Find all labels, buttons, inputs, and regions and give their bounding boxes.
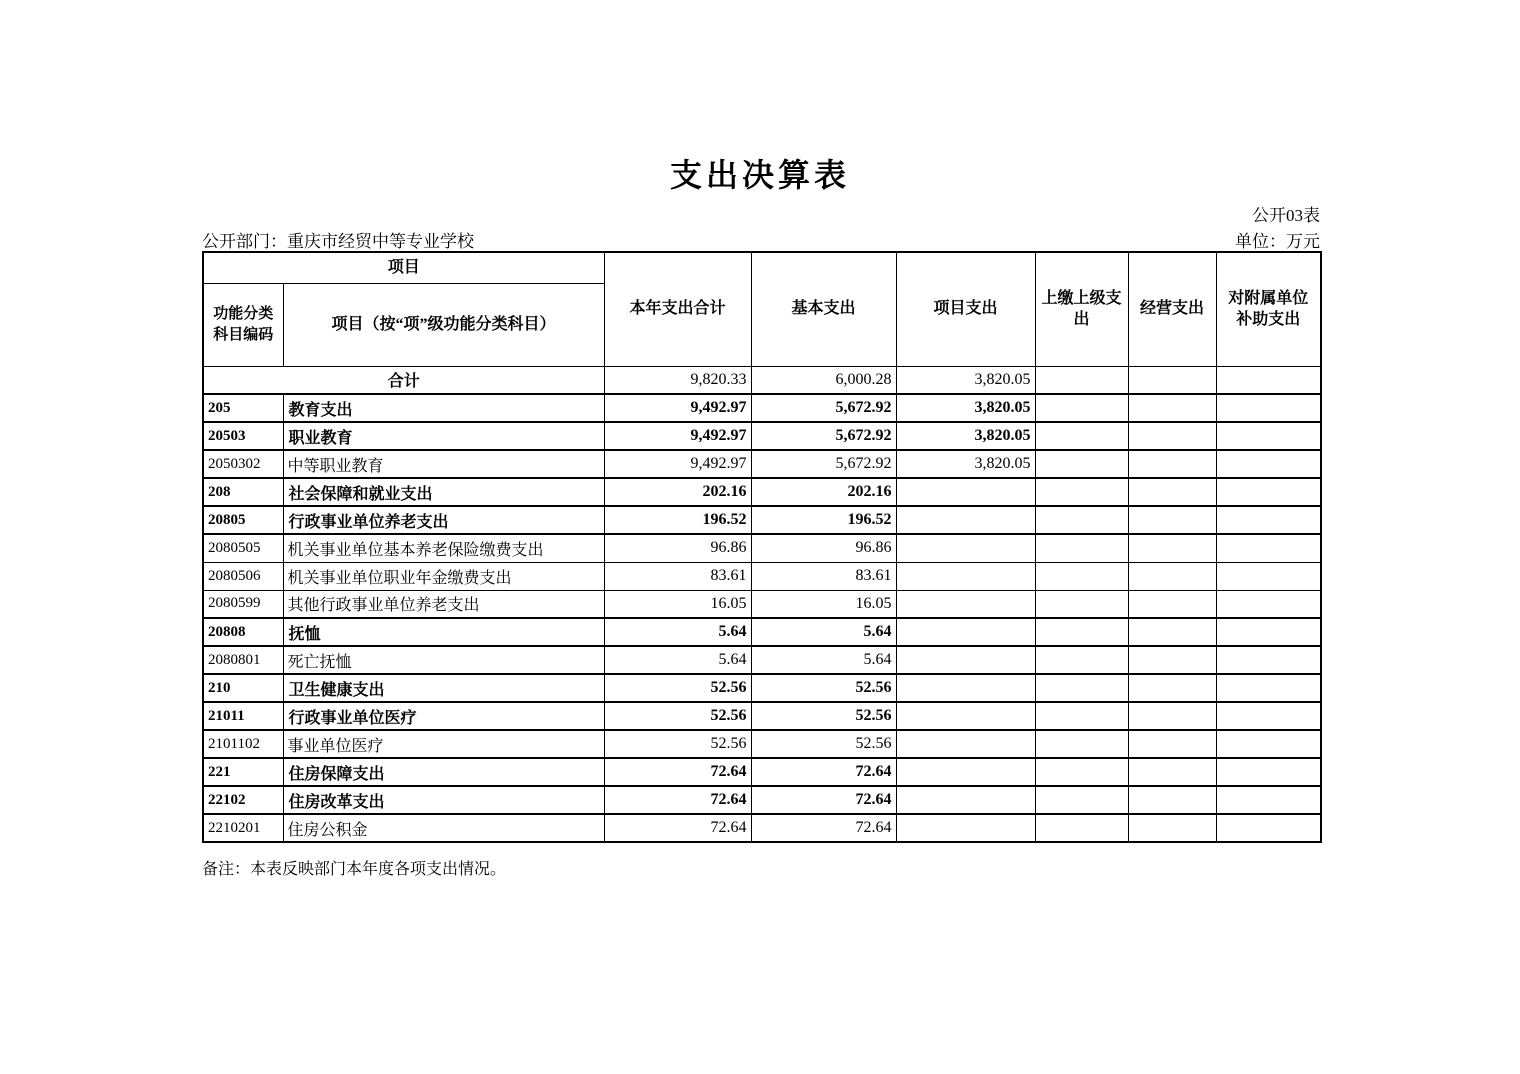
value-cell: 5,672.92 [751, 422, 896, 450]
table-row [203, 730, 1321, 758]
note-text: 备注：本表反映部门本年度各项支出情况。 [202, 861, 507, 878]
value-cell [896, 618, 1035, 646]
value-cell [896, 786, 1035, 814]
value-cell [1035, 422, 1128, 450]
table-row [203, 394, 1321, 422]
project-name-cell: 行政事业单位养老支出 [283, 506, 604, 534]
value-cell [1128, 590, 1216, 618]
col-header-total-expenditure: 本年支出合计 [604, 252, 751, 366]
project-name-cell: 住房改革支出 [283, 786, 604, 814]
value-cell: 202.16 [604, 478, 751, 506]
value-cell: 3,820.05 [896, 394, 1035, 422]
value-cell: 9,492.97 [604, 394, 751, 422]
value-cell [896, 646, 1035, 674]
value-cell: 72.64 [604, 758, 751, 786]
value-cell: 5.64 [751, 618, 896, 646]
table-row [203, 422, 1321, 450]
table-row [203, 506, 1321, 534]
value-cell [1128, 758, 1216, 786]
project-name-cell: 住房保障支出 [283, 758, 604, 786]
code-cell: 208 [203, 478, 283, 506]
code-cell: 205 [203, 394, 283, 422]
value-cell [896, 730, 1035, 758]
value-cell [1216, 590, 1321, 618]
value-cell: 72.64 [751, 758, 896, 786]
value-cell [1035, 758, 1128, 786]
value-cell [896, 758, 1035, 786]
code-cell: 21011 [203, 702, 283, 730]
value-cell: 52.56 [751, 702, 896, 730]
value-cell [896, 562, 1035, 590]
table-row [203, 674, 1321, 702]
table-row [203, 534, 1321, 562]
code-cell: 2080506 [203, 562, 283, 590]
col-header-basic-expenditure: 基本支出 [751, 252, 896, 366]
value-cell [1128, 394, 1216, 422]
value-cell: 16.05 [604, 590, 751, 618]
value-cell: 52.56 [604, 674, 751, 702]
code-cell: 2080599 [203, 590, 283, 618]
value-cell: 9,492.97 [604, 422, 751, 450]
value-cell [1216, 646, 1321, 674]
value-cell: 72.64 [751, 814, 896, 842]
table-row [203, 618, 1321, 646]
code-cell: 2080505 [203, 534, 283, 562]
header-row-top [203, 252, 1321, 283]
value-cell [1216, 814, 1321, 842]
value-cell [1035, 506, 1128, 534]
code-cell: 210 [203, 674, 283, 702]
table-row [203, 590, 1321, 618]
value-cell [1035, 366, 1128, 394]
value-cell [1035, 534, 1128, 562]
value-cell [1128, 422, 1216, 450]
value-cell [1128, 786, 1216, 814]
value-cell: 3,820.05 [896, 450, 1035, 478]
value-cell [1128, 618, 1216, 646]
value-cell [896, 478, 1035, 506]
project-name-cell: 机关事业单位基本养老保险缴费支出 [283, 534, 604, 562]
value-cell [1128, 674, 1216, 702]
code-cell: 2050302 [203, 450, 283, 478]
unit-label: 单位：万元 [1235, 232, 1320, 251]
value-cell [1216, 394, 1321, 422]
value-cell [1128, 478, 1216, 506]
col-header-upper-level-label: 上缴上级支出 [1041, 289, 1122, 329]
project-name-cell: 抚恤 [283, 618, 604, 646]
col-header-subsidy [1216, 252, 1321, 366]
project-name-cell: 行政事业单位医疗 [283, 702, 604, 730]
value-cell: 16.05 [751, 590, 896, 618]
col-header-subsidy-label: 对附属单位补助支出 [1228, 289, 1309, 329]
value-cell: 196.52 [604, 506, 751, 534]
project-name-cell: 社会保障和就业支出 [283, 478, 604, 506]
table-row [203, 646, 1321, 674]
value-cell [1128, 814, 1216, 842]
value-cell: 196.52 [751, 506, 896, 534]
value-cell [1128, 506, 1216, 534]
code-cell: 22102 [203, 786, 283, 814]
department-label: 公开部门：重庆市经贸中等专业学校 [202, 232, 474, 251]
value-cell [896, 506, 1035, 534]
value-cell [1035, 450, 1128, 478]
value-cell: 96.86 [751, 534, 896, 562]
value-cell [1128, 534, 1216, 562]
value-cell: 202.16 [751, 478, 896, 506]
value-cell [1035, 702, 1128, 730]
total-row [203, 366, 1321, 394]
value-cell [1216, 422, 1321, 450]
value-cell: 5.64 [604, 646, 751, 674]
value-cell: 9,492.97 [604, 450, 751, 478]
total-label-cell: 合计 [203, 366, 604, 394]
table-row [203, 478, 1321, 506]
value-cell [1035, 674, 1128, 702]
col-header-operating: 经营支出 [1128, 252, 1216, 366]
value-cell [1035, 786, 1128, 814]
value-cell [1128, 450, 1216, 478]
table-row [203, 758, 1321, 786]
value-cell: 72.64 [604, 786, 751, 814]
value-cell: 3,820.05 [896, 366, 1035, 394]
value-cell [1128, 646, 1216, 674]
value-cell [1216, 702, 1321, 730]
code-cell: 221 [203, 758, 283, 786]
value-cell [1128, 730, 1216, 758]
value-cell [1035, 646, 1128, 674]
value-cell: 72.64 [751, 786, 896, 814]
value-cell: 96.86 [604, 534, 751, 562]
project-name-cell: 中等职业教育 [283, 450, 604, 478]
value-cell [1035, 478, 1128, 506]
value-cell [1216, 506, 1321, 534]
value-cell [1035, 618, 1128, 646]
code-cell: 2210201 [203, 814, 283, 842]
value-cell: 83.61 [751, 562, 896, 590]
value-cell [1216, 366, 1321, 394]
value-cell: 9,820.33 [604, 366, 751, 394]
value-cell [896, 534, 1035, 562]
project-name-cell: 住房公积金 [283, 814, 604, 842]
project-name-cell: 教育支出 [283, 394, 604, 422]
project-name-cell: 机关事业单位职业年金缴费支出 [283, 562, 604, 590]
table-row [203, 450, 1321, 478]
col-header-function-code: 功能分类科目编码 [203, 283, 283, 366]
value-cell: 5.64 [604, 618, 751, 646]
value-cell [1216, 730, 1321, 758]
value-cell: 52.56 [604, 702, 751, 730]
code-cell: 20805 [203, 506, 283, 534]
code-cell: 2101102 [203, 730, 283, 758]
col-header-upper-level [1035, 252, 1128, 366]
value-cell [1216, 562, 1321, 590]
value-cell: 83.61 [604, 562, 751, 590]
meta-row [202, 227, 1320, 252]
value-cell [1216, 450, 1321, 478]
code-cell: 20503 [203, 422, 283, 450]
value-cell: 5,672.92 [751, 450, 896, 478]
value-cell: 52.56 [751, 730, 896, 758]
project-name-cell: 其他行政事业单位养老支出 [283, 590, 604, 618]
value-cell [1035, 814, 1128, 842]
value-cell: 6,000.28 [751, 366, 896, 394]
project-name-cell: 职业教育 [283, 422, 604, 450]
code-cell: 2080801 [203, 646, 283, 674]
table-code-label: 公开03表 [1252, 206, 1320, 225]
col-header-project-expenditure: 项目支出 [896, 252, 1035, 366]
table-row [203, 562, 1321, 590]
value-cell: 72.64 [604, 814, 751, 842]
project-name-cell: 卫生健康支出 [283, 674, 604, 702]
value-cell [896, 590, 1035, 618]
value-cell: 5.64 [751, 646, 896, 674]
value-cell [1035, 562, 1128, 590]
value-cell [1035, 590, 1128, 618]
col-header-project-detail: 项目（按“项”级功能分类科目） [283, 283, 604, 366]
code-cell: 20808 [203, 618, 283, 646]
value-cell [1128, 562, 1216, 590]
value-cell [1128, 702, 1216, 730]
value-cell [1216, 478, 1321, 506]
value-cell [896, 702, 1035, 730]
value-cell [896, 814, 1035, 842]
project-name-cell: 死亡抚恤 [283, 646, 604, 674]
page-title: 支出决算表 [669, 156, 850, 194]
value-cell: 52.56 [604, 730, 751, 758]
project-name-cell: 事业单位医疗 [283, 730, 604, 758]
value-cell [896, 674, 1035, 702]
value-cell [1035, 730, 1128, 758]
value-cell [1216, 674, 1321, 702]
table-row [203, 814, 1321, 842]
value-cell [1035, 394, 1128, 422]
value-cell: 52.56 [751, 674, 896, 702]
value-cell: 5,672.92 [751, 394, 896, 422]
value-cell [1216, 758, 1321, 786]
col-header-project-group: 项目 [203, 252, 604, 283]
value-cell [1216, 534, 1321, 562]
value-cell: 3,820.05 [896, 422, 1035, 450]
value-cell [1216, 618, 1321, 646]
table-row [203, 786, 1321, 814]
value-cell [1128, 366, 1216, 394]
table-row [203, 702, 1321, 730]
expenditure-table [202, 251, 1322, 843]
value-cell [1216, 786, 1321, 814]
